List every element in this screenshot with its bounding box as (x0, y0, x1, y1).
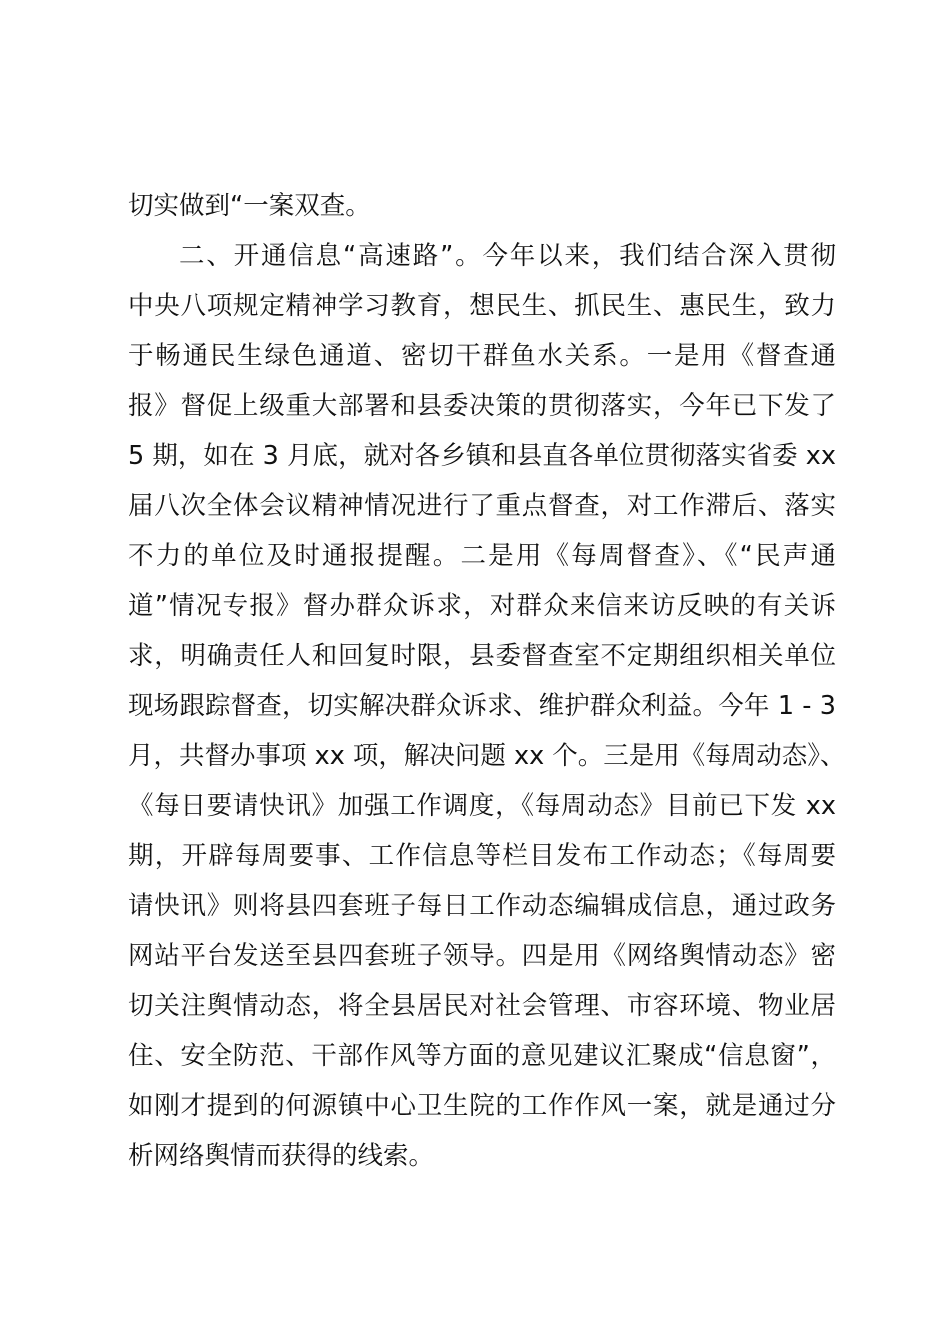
text-line: 析网络舆情而获得的线索。 (128, 1141, 435, 1171)
text-line: 网站平台发送至县四套班子领导。四是用《网络舆情动态》密 (128, 941, 836, 971)
text-line: 《每日要请快讯》加强工作调度，《每周动态》目前已下发 xx (128, 791, 836, 821)
text-line: 二、开通信息“高速路”。今年以来，我们结合深入贯彻 (179, 241, 836, 271)
text-line: 现场跟踪督查，切实解决群众诉求、维护群众利益。今年 1 - 3 (128, 691, 836, 721)
text-line: 期，开辟每周要事、工作信息等栏目发布工作动态；《每周要 (128, 841, 836, 871)
text-line: 中央八项规定精神学习教育，想民生、抓民生、惠民生，致力 (128, 291, 836, 321)
text-line: 如刚才提到的何源镇中心卫生院的工作作风一案，就是通过分 (128, 1091, 836, 1121)
text-line: 求，明确责任人和回复时限，县委督查室不定期组织相关单位 (128, 641, 836, 671)
text-line: 请快讯》则将县四套班子每日工作动态编辑成信息，通过政务 (128, 891, 836, 921)
text-line: 不力的单位及时通报提醒。二是用《每周督查》、《“民声通 (128, 541, 836, 571)
body-text (128, 181, 846, 1181)
text-line: 报》督促上级重大部署和县委决策的贯彻落实，今年已下发了 (128, 391, 836, 421)
text-line: 切实做到“一案双查。 (128, 191, 371, 221)
text-line: 月，共督办事项 xx 项，解决问题 xx 个。三是用《每周动态》、 (128, 741, 846, 771)
text-line: 切关注舆情动态，将全县居民对社会管理、市容环境、物业居 (128, 991, 836, 1021)
text-line: 5 期，如在 3 月底，就对各乡镇和县直各单位贯彻落实省委 xx (128, 441, 836, 471)
text-line: 届八次全体会议精神情况进行了重点督查，对工作滞后、落实 (128, 491, 836, 521)
text-line: 住、安全防范、干部作风等方面的意见建议汇聚成“信息窗”， (128, 1041, 836, 1071)
text-line: 于畅通民生绿色通道、密切干群鱼水关系。一是用《督查通 (128, 341, 836, 371)
text-line: 道”情况专报》督办群众诉求，对群众来信来访反映的有关诉 (128, 591, 836, 621)
